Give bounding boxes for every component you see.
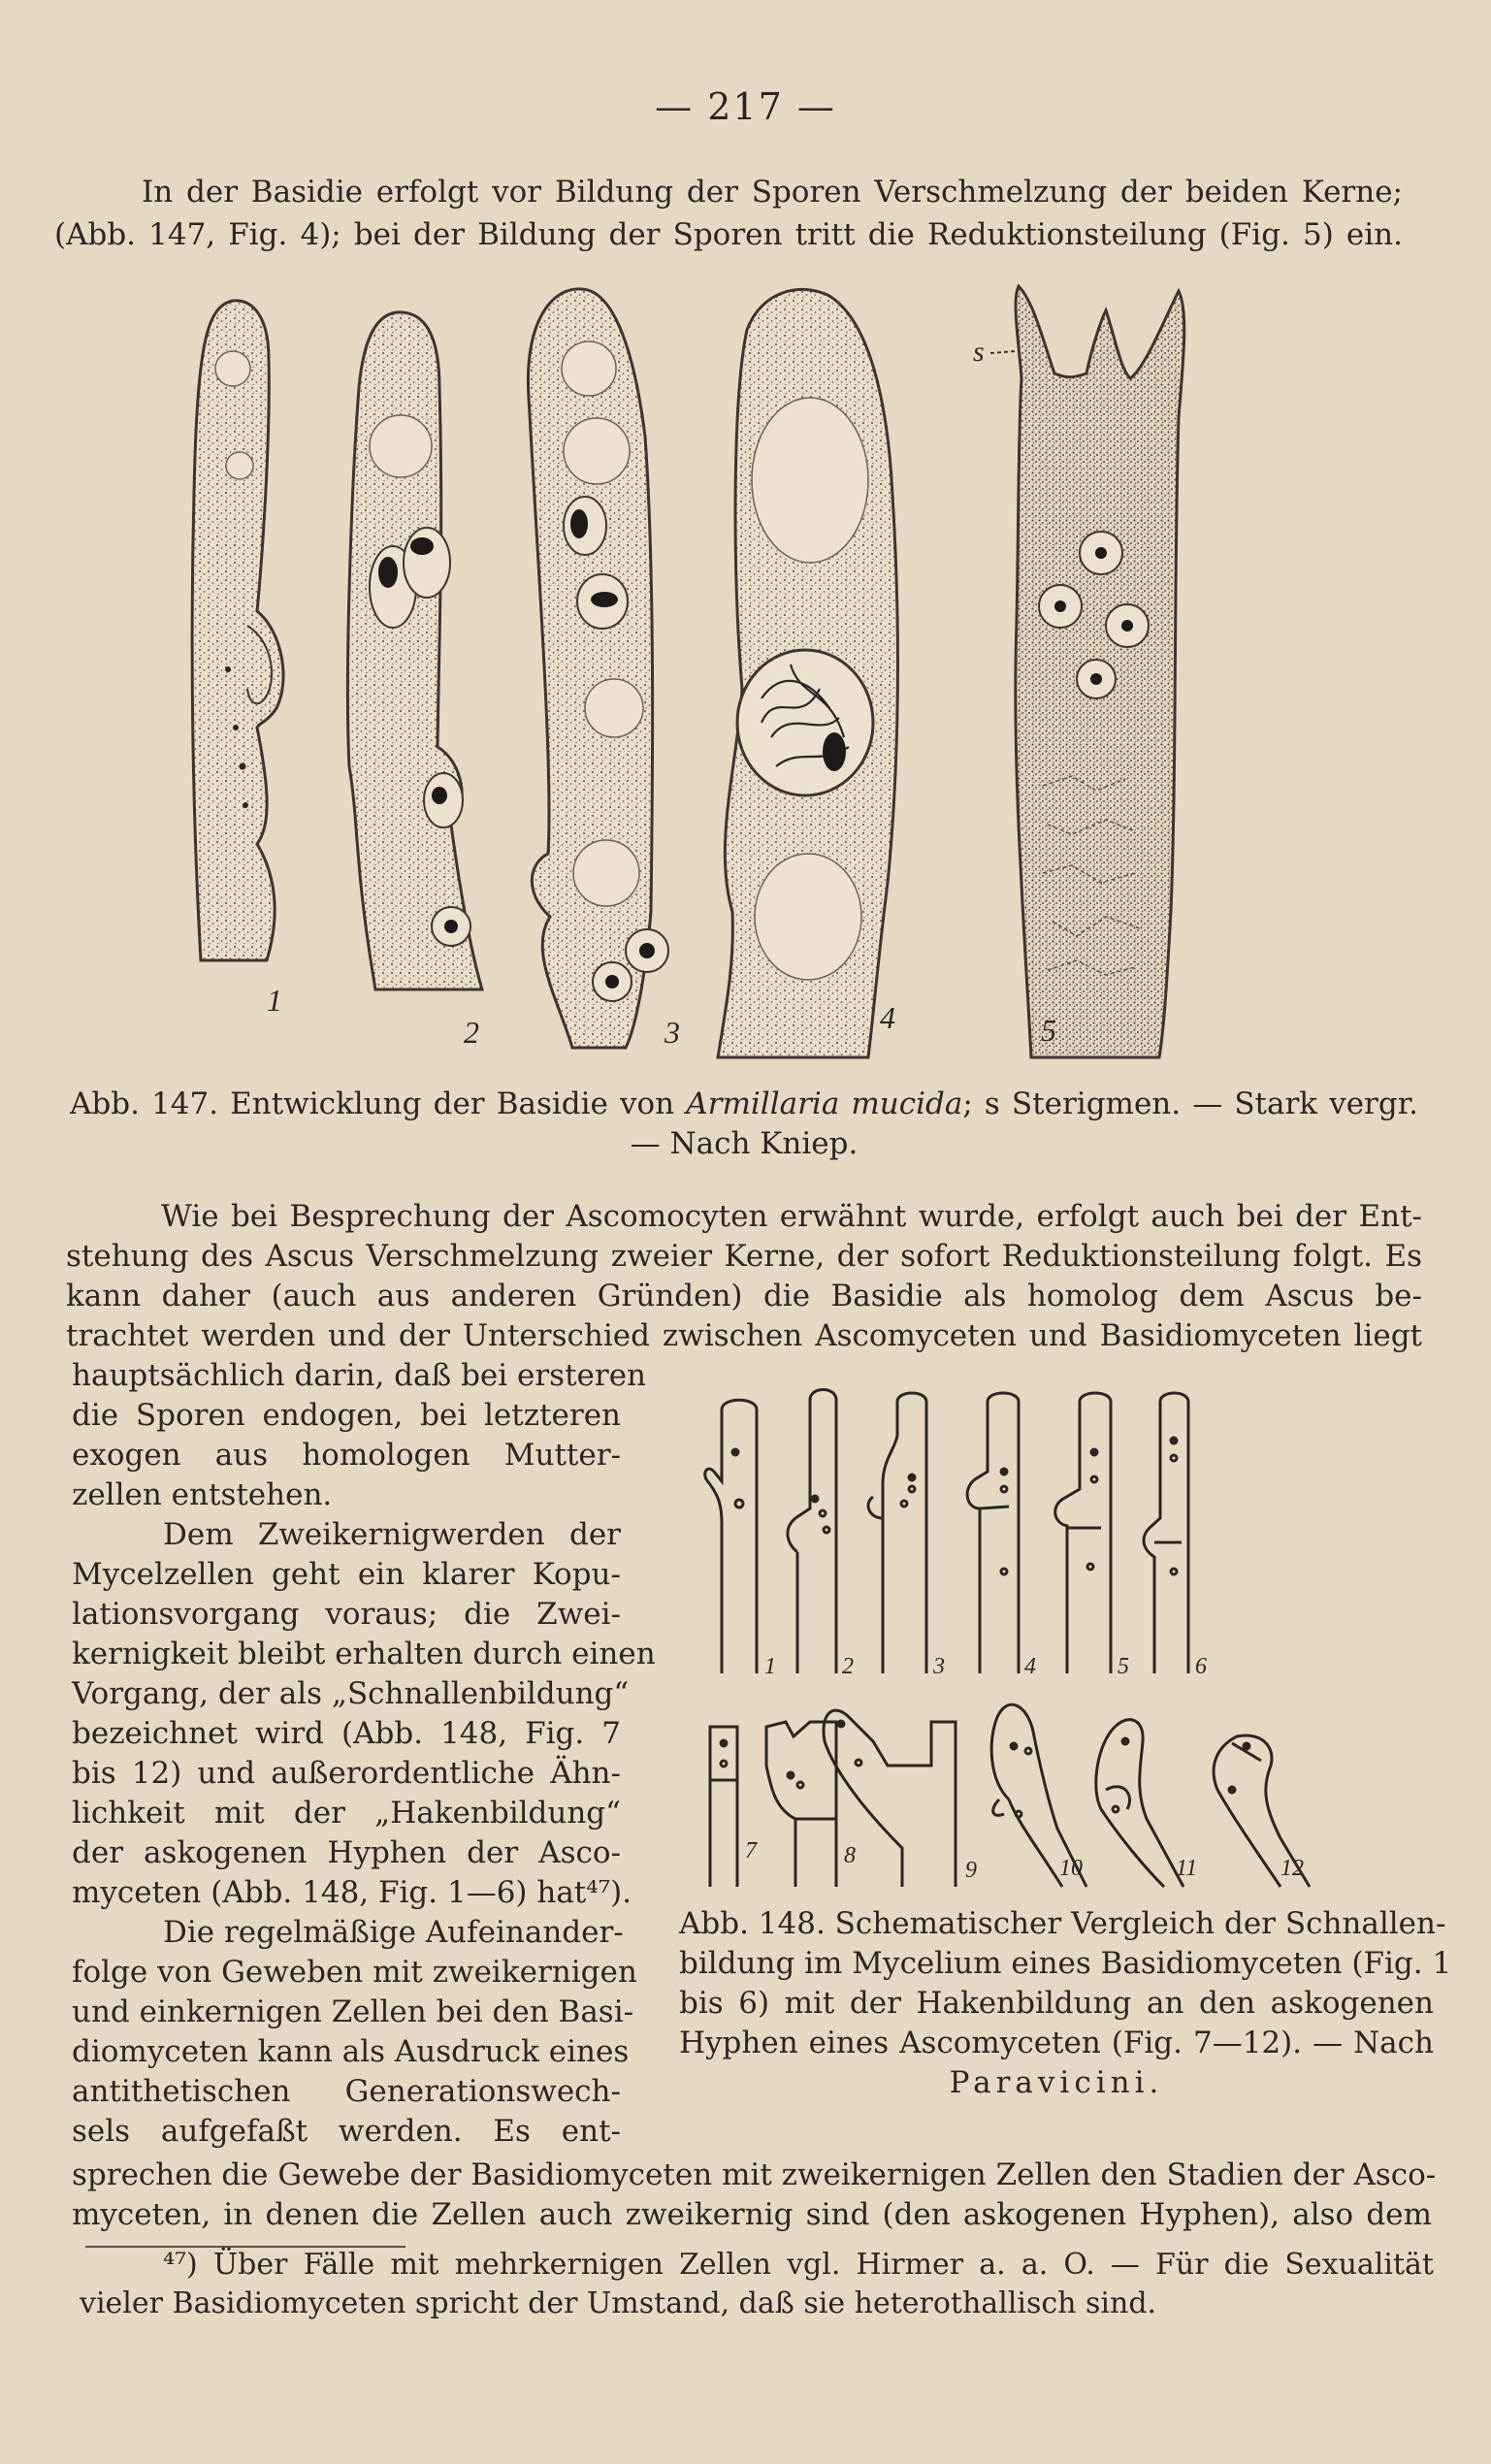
col-line-4: zellen entstehen. — [72, 1477, 333, 1512]
fig148-caption-line-3: bis 6) mit der Hakenbildung an den askogenen — [679, 1986, 1434, 2021]
para1-line-4: trachtet werden und der Unterschied zwischen Ascomyceten und Basidiomyceten liegt — [66, 1318, 1422, 1353]
fig148-label-6: 6 — [1195, 1654, 1207, 1679]
col-line-1: hauptsächlich darin, daß bei ersteren — [72, 1358, 647, 1393]
hypha-fig-1 — [705, 1400, 757, 1673]
figure-148-illustration — [679, 1382, 1416, 1897]
paragraph-1 — [66, 1197, 1422, 1356]
hypha-fig-2 — [788, 1390, 836, 1674]
col-line-20: sels aufgefaßt werden. Es ent- — [72, 2114, 621, 2149]
fig148-caption-line-1: Abb. 148. Schematischer Vergleich der Schnallen- — [679, 1906, 1446, 1941]
footnote-line-1: ⁴⁷) Über Fälle mit mehrkernigen Zellen vgl. Hirmer a. a. O. — Für die Sexualität — [163, 2248, 1434, 2282]
figure-147-illustration — [189, 281, 1300, 1072]
col-line-14: myceten (Abb. 148, Fig. 1—6) hat⁴⁷). — [72, 1875, 632, 1910]
fig147-caption-line-2: — Nach Kniep. — [630, 1126, 859, 1161]
col-line-19: antithetischen Generationswech- — [72, 2074, 621, 2109]
footnote-line-2: vieler Basidiomyceten spricht der Umstand, daß sie heterothallisch sind. — [80, 2286, 1157, 2320]
fig147-label-2: 2 — [464, 1015, 479, 1050]
figure-147-caption — [70, 1085, 1418, 1164]
basidium-stage-5 — [1016, 286, 1184, 1057]
col-line-11: bis 12) und außerordentliche Ähn- — [72, 1756, 621, 1791]
page-number: — 217 — — [655, 85, 836, 128]
basidium-stage-2 — [347, 312, 482, 989]
col-line-10: bezeichnet wird (Abb. 148, Fig. 7 — [72, 1716, 621, 1751]
basidium-stage-3 — [528, 289, 668, 1048]
paragraph-end — [72, 2156, 1437, 2235]
col-line-16: folge von Geweben mit zweikernigen — [72, 1955, 637, 1990]
para1-line-3: kann daher (auch aus anderen Gründen) die Basidie als homolog dem Ascus be- — [66, 1279, 1422, 1313]
intro-line-1: In der Basidie erfolgt vor Bildung der Sporen Verschmelzung der beiden Kerne; — [142, 175, 1403, 210]
para-end-line-2: myceten, in denen die Zellen auch zweikernig sind (den askogenen Hyphen), also dem — [72, 2197, 1432, 2232]
col-line-6: Mycelzellen geht ein klarer Kopu- — [72, 1557, 621, 1592]
intro-paragraph-cont — [54, 215, 1403, 255]
fig148-label-1: 1 — [764, 1654, 776, 1679]
hypha-fig-3 — [868, 1393, 926, 1673]
fig147-label-1: 1 — [267, 983, 282, 1018]
col-line-7: lationsvorgang voraus; die Zwei- — [72, 1597, 621, 1632]
fig147-label-4: 4 — [880, 1000, 895, 1035]
fig148-label-11: 11 — [1176, 1856, 1198, 1881]
hypha-fig-5 — [1055, 1393, 1111, 1673]
basidium-stage-4 — [718, 289, 897, 1057]
footnote — [80, 2246, 1434, 2323]
fig148-label-5: 5 — [1118, 1654, 1129, 1679]
fig148-label-4: 4 — [1024, 1654, 1036, 1679]
fig147-caption-line-1: Abb. 147. Entwicklung der Basidie von Armillaria mucida; s Sterigmen. — Stark vergr. — [70, 1086, 1418, 1121]
col-line-9: Vorgang, der als „Schnallenbildung“ — [72, 1676, 630, 1711]
col-line-12: lichkeit mit der „Hakenbildung“ — [72, 1796, 621, 1831]
col-line-2: die Sporen endogen, bei letzteren — [72, 1398, 621, 1433]
hypha-fig-6 — [1144, 1393, 1188, 1673]
para-end-line-1: sprechen die Gewebe der Basidiomyceten mit zweikernigen Zellen den Stadien der Asco- — [72, 2157, 1437, 2192]
col-line-13: der askogenen Hyphen der Asco- — [72, 1835, 621, 1870]
fig148-caption-line-5: Paravicini. — [949, 2065, 1164, 2100]
para1-line-1: Wie bei Besprechung der Ascomocyten erwähnt wurde, erfolgt auch bei der Ent- — [161, 1199, 1422, 1234]
col-line-17: und einkernigen Zellen bei den Basi- — [72, 1994, 634, 2029]
fig147-label-3: 3 — [664, 1015, 680, 1050]
sterigma-pointer — [990, 351, 1016, 353]
fig148-caption-line-2: bildung im Mycelium eines Basidiomyceten (Fig. 1 — [679, 1946, 1452, 1981]
fig147-label-5: 5 — [1041, 1013, 1056, 1048]
fig148-caption-line-4: Hyphen eines Ascomyceten (Fig. 7—12). — Nach — [679, 2026, 1434, 2060]
intro-paragraph — [142, 173, 1403, 212]
col-line-15: Die regelmäßige Aufeinander- — [163, 1915, 624, 1950]
col-line-18: diomyceten kann als Ausdruck eines — [72, 2034, 630, 2069]
col-line-3: exogen aus homologen Mutter- — [72, 1438, 621, 1473]
species-name: Armillaria mucida — [686, 1086, 963, 1121]
fig148-label-10: 10 — [1059, 1856, 1083, 1881]
fig148-label-9: 9 — [965, 1858, 977, 1883]
fig148-label-7: 7 — [745, 1838, 757, 1864]
fig148-label-12: 12 — [1280, 1856, 1304, 1881]
intro-line-2: (Abb. 147, Fig. 4); bei der Bildung der Sporen tritt die Reduktionsteilung (Fig. 5) ein. — [54, 217, 1403, 252]
figure-148-caption — [679, 1904, 1452, 2103]
fig148-label-8: 8 — [844, 1843, 856, 1868]
hypha-fig-7 — [710, 1727, 737, 1887]
left-column-text — [72, 1356, 656, 2152]
fig148-label-3: 3 — [933, 1654, 945, 1679]
col-line-8: kernigkeit bleibt erhalten durch einen — [72, 1637, 656, 1671]
sterigma-label: s — [973, 336, 985, 368]
col-line-5: Dem Zweikernigwerden der — [163, 1517, 621, 1552]
fig148-label-2: 2 — [842, 1654, 854, 1679]
basidium-stage-1 — [192, 301, 283, 960]
hypha-fig-11 — [1096, 1720, 1183, 1887]
para1-line-2: stehung des Ascus Verschmelzung zweier Kerne, der sofort Reduktionsteilung folgt. Es — [66, 1239, 1422, 1274]
hypha-fig-4 — [967, 1393, 1019, 1673]
